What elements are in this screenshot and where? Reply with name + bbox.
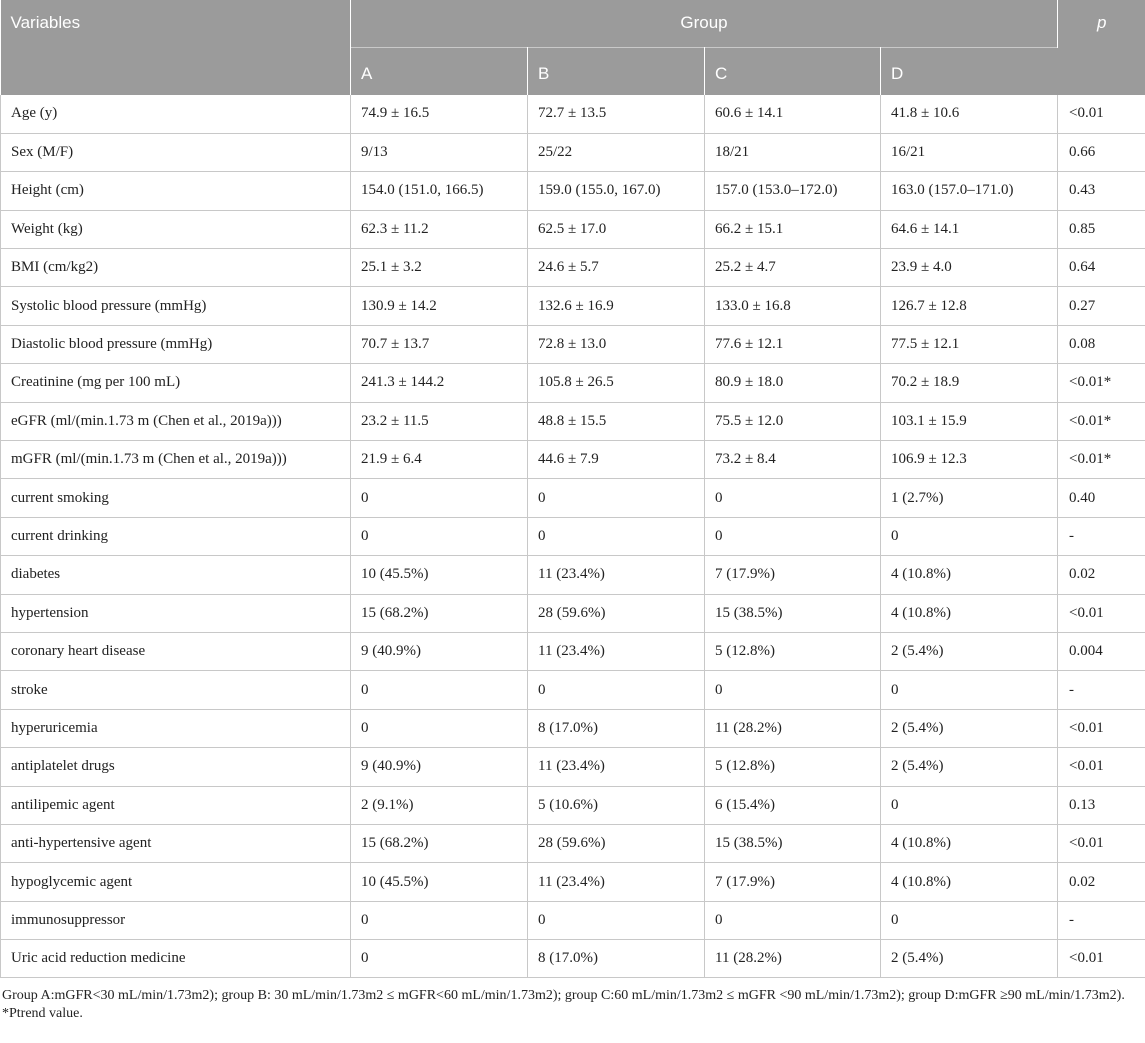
variable-cell: Diastolic blood pressure (mmHg) <box>1 325 351 363</box>
group-d-cell: 23.9 ± 4.0 <box>881 249 1058 287</box>
table-row <box>1 517 1145 555</box>
group-a-cell: 25.1 ± 3.2 <box>351 249 528 287</box>
table-row <box>1 364 1145 402</box>
p-value-cell: 0.27 <box>1058 287 1145 325</box>
header-group-c: C <box>705 47 881 95</box>
group-d-cell: 4 (10.8%) <box>881 824 1058 862</box>
variable-cell: Creatinine (mg per 100 mL) <box>1 364 351 402</box>
table-row <box>1 709 1145 747</box>
variable-cell: hypertension <box>1 594 351 632</box>
table-row <box>1 748 1145 786</box>
variable-cell: current smoking <box>1 479 351 517</box>
table-row <box>1 210 1145 248</box>
table-row <box>1 671 1145 709</box>
table-row <box>1 402 1145 440</box>
group-b-cell: 8 (17.0%) <box>528 940 705 978</box>
group-b-cell: 8 (17.0%) <box>528 709 705 747</box>
variable-cell: Systolic blood pressure (mmHg) <box>1 287 351 325</box>
group-a-cell: 0 <box>351 940 528 978</box>
footnote-ptrend: *Ptrend value. <box>2 1006 83 1021</box>
table-row <box>1 325 1145 363</box>
footnote-group-definitions: Group A:mGFR<30 mL/min/1.73m2); group B: 30 mL/min/1.73m2 ≤ mGFR<60 mL/min/1.73m2); group C:60 mL/min/1.73m2 ≤ mGFR <90 mL/min/1.73m2); group D:mGFR ≥90 mL/min/1.73m2). <box>2 988 1125 1003</box>
group-c-cell: 157.0 (153.0–172.0) <box>705 172 881 210</box>
group-c-cell: 15 (38.5%) <box>705 824 881 862</box>
group-a-cell: 130.9 ± 14.2 <box>351 287 528 325</box>
table-row <box>1 594 1145 632</box>
group-b-cell: 44.6 ± 7.9 <box>528 441 705 479</box>
group-a-cell: 10 (45.5%) <box>351 556 528 594</box>
group-c-cell: 25.2 ± 4.7 <box>705 249 881 287</box>
header-p: p <box>1058 0 1145 95</box>
p-value-cell: 0.40 <box>1058 479 1145 517</box>
group-d-cell: 2 (5.4%) <box>881 709 1058 747</box>
p-value-cell: 0.08 <box>1058 325 1145 363</box>
group-a-cell: 23.2 ± 11.5 <box>351 402 528 440</box>
group-d-cell: 0 <box>881 517 1058 555</box>
group-b-cell: 72.7 ± 13.5 <box>528 95 705 133</box>
variable-cell: Height (cm) <box>1 172 351 210</box>
variable-cell: hypoglycemic agent <box>1 863 351 901</box>
group-c-cell: 0 <box>705 517 881 555</box>
group-a-cell: 0 <box>351 671 528 709</box>
header-group-b: B <box>528 47 705 95</box>
group-b-cell: 0 <box>528 671 705 709</box>
group-a-cell: 2 (9.1%) <box>351 786 528 824</box>
p-value-cell: 0.004 <box>1058 632 1145 670</box>
variable-cell: Weight (kg) <box>1 210 351 248</box>
p-value-cell: <0.01 <box>1058 709 1145 747</box>
table-row <box>1 632 1145 670</box>
group-b-cell: 132.6 ± 16.9 <box>528 287 705 325</box>
table-row <box>1 441 1145 479</box>
p-value-cell: 0.13 <box>1058 786 1145 824</box>
group-b-cell: 11 (23.4%) <box>528 556 705 594</box>
group-d-cell: 70.2 ± 18.9 <box>881 364 1058 402</box>
p-value-cell: <0.01* <box>1058 441 1145 479</box>
p-value-cell: <0.01 <box>1058 594 1145 632</box>
group-a-cell: 0 <box>351 901 528 939</box>
group-b-cell: 28 (59.6%) <box>528 594 705 632</box>
table-row <box>1 95 1145 133</box>
group-b-cell: 0 <box>528 517 705 555</box>
group-b-cell: 11 (23.4%) <box>528 632 705 670</box>
header-variables: Variables <box>1 0 351 95</box>
variable-cell: eGFR (ml/(min.1.73 m (Chen et al., 2019a))) <box>1 402 351 440</box>
p-value-cell: 0.64 <box>1058 249 1145 287</box>
group-c-cell: 66.2 ± 15.1 <box>705 210 881 248</box>
p-value-cell: <0.01* <box>1058 364 1145 402</box>
group-c-cell: 6 (15.4%) <box>705 786 881 824</box>
table-row <box>1 172 1145 210</box>
table-row <box>1 249 1145 287</box>
group-a-cell: 10 (45.5%) <box>351 863 528 901</box>
p-value-cell: <0.01 <box>1058 824 1145 862</box>
table-row <box>1 901 1145 939</box>
table-body <box>1 95 1145 978</box>
p-value-cell: <0.01 <box>1058 95 1145 133</box>
group-d-cell: 0 <box>881 671 1058 709</box>
group-b-cell: 11 (23.4%) <box>528 863 705 901</box>
group-a-cell: 15 (68.2%) <box>351 824 528 862</box>
group-c-cell: 0 <box>705 671 881 709</box>
variable-cell: hyperuricemia <box>1 709 351 747</box>
group-d-cell: 2 (5.4%) <box>881 632 1058 670</box>
variable-cell: anti-hypertensive agent <box>1 824 351 862</box>
variable-cell: BMI (cm/kg2) <box>1 249 351 287</box>
group-d-cell: 126.7 ± 12.8 <box>881 287 1058 325</box>
group-b-cell: 0 <box>528 479 705 517</box>
group-c-cell: 0 <box>705 479 881 517</box>
p-value-cell: 0.43 <box>1058 172 1145 210</box>
group-d-cell: 4 (10.8%) <box>881 556 1058 594</box>
p-value-cell: - <box>1058 901 1145 939</box>
p-value-cell: 0.02 <box>1058 556 1145 594</box>
group-a-cell: 15 (68.2%) <box>351 594 528 632</box>
group-c-cell: 0 <box>705 901 881 939</box>
table-row <box>1 940 1145 978</box>
group-b-cell: 62.5 ± 17.0 <box>528 210 705 248</box>
variable-cell: Sex (M/F) <box>1 133 351 171</box>
variable-cell: diabetes <box>1 556 351 594</box>
group-b-cell: 48.8 ± 15.5 <box>528 402 705 440</box>
group-d-cell: 2 (5.4%) <box>881 940 1058 978</box>
group-a-cell: 9 (40.9%) <box>351 632 528 670</box>
group-d-cell: 4 (10.8%) <box>881 594 1058 632</box>
group-c-cell: 18/21 <box>705 133 881 171</box>
group-d-cell: 16/21 <box>881 133 1058 171</box>
group-c-cell: 75.5 ± 12.0 <box>705 402 881 440</box>
variable-cell: Uric acid reduction medicine <box>1 940 351 978</box>
table-row <box>1 786 1145 824</box>
group-a-cell: 9/13 <box>351 133 528 171</box>
group-d-cell: 103.1 ± 15.9 <box>881 402 1058 440</box>
variable-cell: antilipemic agent <box>1 786 351 824</box>
group-b-cell: 0 <box>528 901 705 939</box>
variable-cell: antiplatelet drugs <box>1 748 351 786</box>
group-b-cell: 105.8 ± 26.5 <box>528 364 705 402</box>
variable-cell: mGFR (ml/(min.1.73 m (Chen et al., 2019a))) <box>1 441 351 479</box>
group-d-cell: 41.8 ± 10.6 <box>881 95 1058 133</box>
group-a-cell: 74.9 ± 16.5 <box>351 95 528 133</box>
group-c-cell: 7 (17.9%) <box>705 556 881 594</box>
group-b-cell: 159.0 (155.0, 167.0) <box>528 172 705 210</box>
group-c-cell: 77.6 ± 12.1 <box>705 325 881 363</box>
table-row <box>1 287 1145 325</box>
group-c-cell: 60.6 ± 14.1 <box>705 95 881 133</box>
group-a-cell: 0 <box>351 479 528 517</box>
group-b-cell: 72.8 ± 13.0 <box>528 325 705 363</box>
group-a-cell: 241.3 ± 144.2 <box>351 364 528 402</box>
group-a-cell: 0 <box>351 709 528 747</box>
group-b-cell: 5 (10.6%) <box>528 786 705 824</box>
table-row <box>1 479 1145 517</box>
table-footnotes <box>2 987 1142 1023</box>
p-value-cell: 0.02 <box>1058 863 1145 901</box>
table-header <box>1 0 1145 95</box>
table-row <box>1 133 1145 171</box>
group-b-cell: 11 (23.4%) <box>528 748 705 786</box>
group-c-cell: 15 (38.5%) <box>705 594 881 632</box>
p-value-cell: 0.66 <box>1058 133 1145 171</box>
group-d-cell: 77.5 ± 12.1 <box>881 325 1058 363</box>
variable-cell: Age (y) <box>1 95 351 133</box>
p-value-cell: 0.85 <box>1058 210 1145 248</box>
group-d-cell: 64.6 ± 14.1 <box>881 210 1058 248</box>
p-value-cell: - <box>1058 517 1145 555</box>
group-a-cell: 0 <box>351 517 528 555</box>
variable-cell: immunosuppressor <box>1 901 351 939</box>
group-b-cell: 24.6 ± 5.7 <box>528 249 705 287</box>
header-group-a: A <box>351 47 528 95</box>
group-c-cell: 11 (28.2%) <box>705 709 881 747</box>
p-value-cell: <0.01* <box>1058 402 1145 440</box>
header-group: Group <box>351 0 1058 47</box>
variable-cell: coronary heart disease <box>1 632 351 670</box>
table-row <box>1 556 1145 594</box>
table-row <box>1 863 1145 901</box>
group-d-cell: 163.0 (157.0–171.0) <box>881 172 1058 210</box>
p-value-cell: - <box>1058 671 1145 709</box>
group-d-cell: 1 (2.7%) <box>881 479 1058 517</box>
group-c-cell: 5 (12.8%) <box>705 748 881 786</box>
group-a-cell: 21.9 ± 6.4 <box>351 441 528 479</box>
group-d-cell: 106.9 ± 12.3 <box>881 441 1058 479</box>
group-c-cell: 80.9 ± 18.0 <box>705 364 881 402</box>
variable-cell: current drinking <box>1 517 351 555</box>
group-a-cell: 70.7 ± 13.7 <box>351 325 528 363</box>
header-group-d: D <box>881 47 1058 95</box>
group-c-cell: 133.0 ± 16.8 <box>705 287 881 325</box>
group-a-cell: 154.0 (151.0, 166.5) <box>351 172 528 210</box>
group-d-cell: 2 (5.4%) <box>881 748 1058 786</box>
p-value-cell: <0.01 <box>1058 940 1145 978</box>
group-a-cell: 9 (40.9%) <box>351 748 528 786</box>
group-c-cell: 73.2 ± 8.4 <box>705 441 881 479</box>
group-b-cell: 25/22 <box>528 133 705 171</box>
group-c-cell: 5 (12.8%) <box>705 632 881 670</box>
group-c-cell: 7 (17.9%) <box>705 863 881 901</box>
group-d-cell: 0 <box>881 786 1058 824</box>
group-b-cell: 28 (59.6%) <box>528 824 705 862</box>
group-d-cell: 4 (10.8%) <box>881 863 1058 901</box>
variable-cell: stroke <box>1 671 351 709</box>
group-c-cell: 11 (28.2%) <box>705 940 881 978</box>
p-value-cell: <0.01 <box>1058 748 1145 786</box>
group-a-cell: 62.3 ± 11.2 <box>351 210 528 248</box>
table-row <box>1 824 1145 862</box>
group-d-cell: 0 <box>881 901 1058 939</box>
